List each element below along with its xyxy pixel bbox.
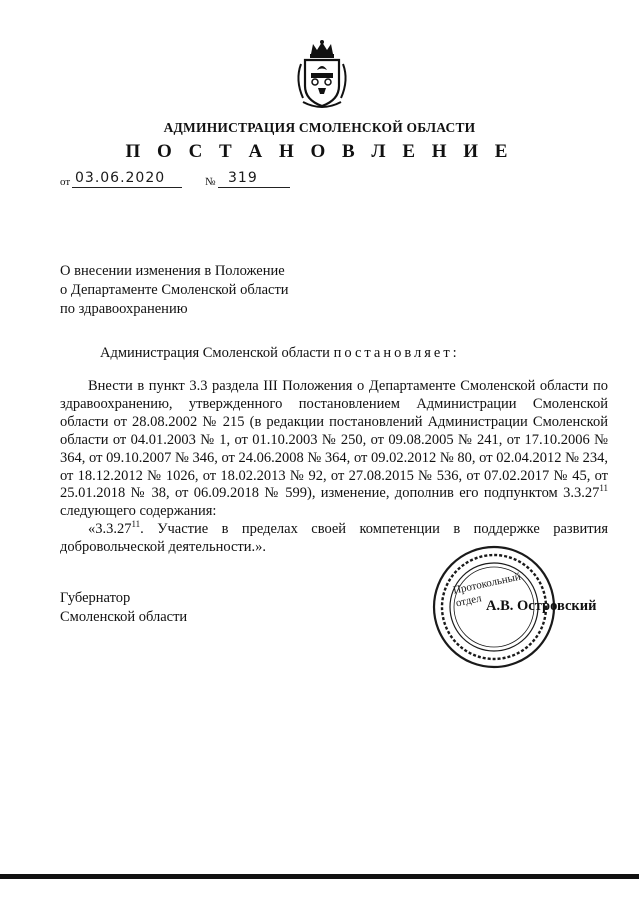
coat-of-arms-emblem xyxy=(293,40,351,110)
preamble-verb: постановляет: xyxy=(333,345,460,361)
stamp-inner-text: Протокольный отдел xyxy=(452,570,522,610)
preamble-lead: Администрация Смоленской области xyxy=(100,345,334,361)
number-value: 319 xyxy=(228,170,258,186)
superscript: 11 xyxy=(131,519,141,530)
document-body xyxy=(60,378,608,557)
position-line: Губернатор xyxy=(60,590,131,606)
organization-name: АДМИНИСТРАЦИЯ СМОЛЕНСКОЙ ОБЛАСТИ xyxy=(163,120,476,135)
date-value: 03.06.2020 xyxy=(75,170,166,186)
date-underline xyxy=(72,187,182,188)
signatory-position xyxy=(60,589,187,627)
date-prefix: от xyxy=(60,176,71,188)
number-prefix: № xyxy=(205,176,216,188)
preamble xyxy=(100,345,460,362)
paragraph-text: «3.3.27 xyxy=(88,521,132,538)
subject-line: о Департаменте Смоленской области xyxy=(60,282,289,298)
subject-line: по здравоохранению xyxy=(60,301,188,317)
superscript: 11 xyxy=(599,483,608,494)
body-paragraph xyxy=(60,378,608,521)
signatory-name: А.В. Островский xyxy=(486,598,597,614)
bottom-border-line xyxy=(0,874,639,879)
paragraph-text: Внести в пункт 3.3 раздела III Положения о Департаменте Смоленской области по здравоохранению, утвержденного постановлением Администрации Смоленской области от 28.08.2002 № 215 (в редакции постановлений Администрации Смоленской области от 04.01.2003 № 1, от 01.10.2003 № 250, от 09.08.2005 № 241, от 17.10.2006 № 364, от 09.10.2007 № 346, от 24.06.2008 № 364, от 09.02.2012 № 80, от 02.04.2012 № 234, от 18.12.2012 № 1026, от 18.02.2013 № 92, от 27.08.2015 № 536, от 07.02.2017 № 45, от 25.01.2018 № 38, от 06.09.2018 № 599), изменение, дополнив его подпунктом 3.3.27 xyxy=(60,378,608,502)
document-type-title: П О С Т А Н О В Л Е Н И Е xyxy=(125,141,514,162)
subject-line: О внесении изменения в Положение xyxy=(60,263,285,279)
position-line: Смоленской области xyxy=(60,609,188,625)
document-subject xyxy=(60,262,289,319)
paragraph-text: следующего содержания: xyxy=(60,503,217,520)
number-underline xyxy=(218,187,290,188)
paragraph-text: . Участие в пределах своей компетенции в поддержке развития добровольческой деятельности.». xyxy=(60,521,608,556)
